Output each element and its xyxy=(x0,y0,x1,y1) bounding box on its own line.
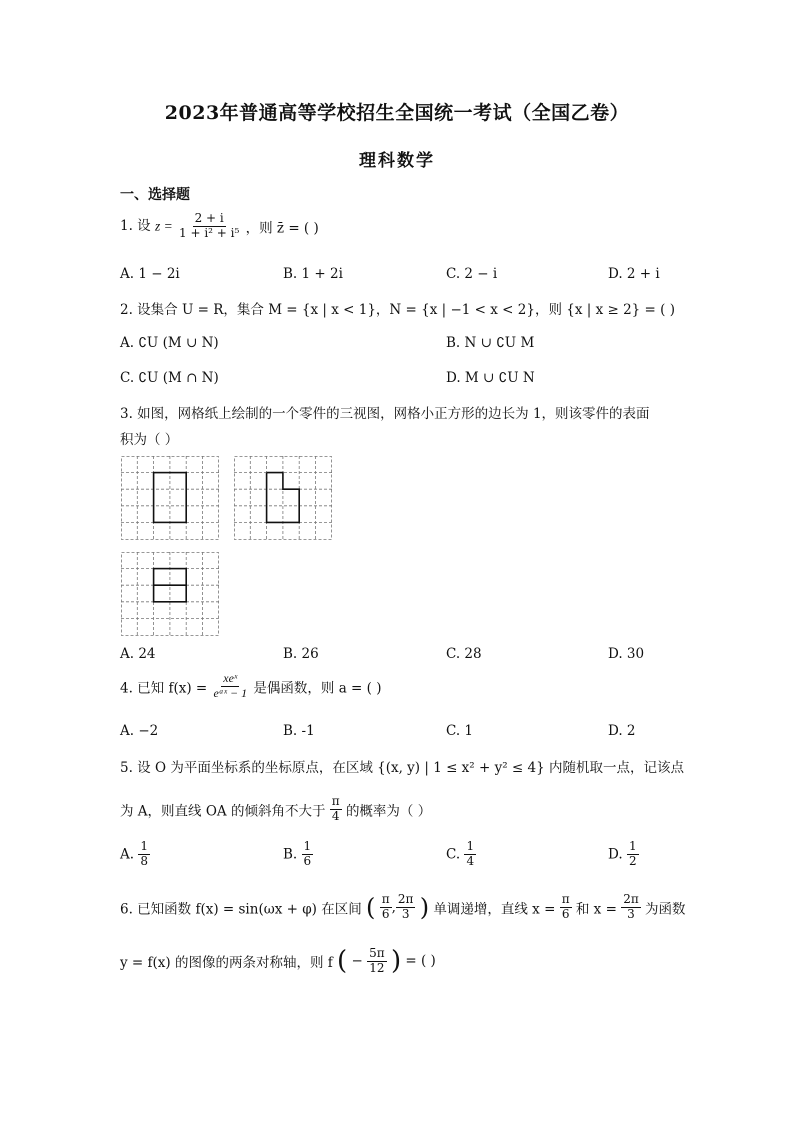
q5-line2-start: 为 A，则直线 OA 的倾斜角不大于 xyxy=(120,803,326,820)
q2-option-c[interactable]: C. ∁U (M ∩ N) xyxy=(120,370,219,386)
q6-interval-right-num: 2π xyxy=(397,892,414,906)
q6-line2-a: y = f(x) 的图像的两条对称轴，则 f xyxy=(120,955,333,971)
q6-line1-a: 6. 已知函数 f(x) = sin(ωx + φ) 在区间 xyxy=(120,901,362,918)
three-view-figure-side xyxy=(234,456,332,540)
exam-title: 2023年普通高等学校招生全国统一考试（全国乙卷） xyxy=(164,102,630,124)
q6-arg-minus: − xyxy=(351,953,363,969)
q2-option-b[interactable]: B. N ∪ ∁U M xyxy=(446,335,535,351)
q4-numerator: xeˣ xyxy=(223,671,238,685)
q5-option-b-fraction xyxy=(302,840,314,869)
q4-tail: 是偶函数，则 a = ( ) xyxy=(253,680,382,697)
q5-option-a-label: A. xyxy=(120,846,135,863)
q6-axis-2-den: 3 xyxy=(627,906,635,921)
q5-option-a-fraction xyxy=(138,840,150,869)
q6-axis-1 xyxy=(560,893,572,922)
q4-option-d[interactable]: D. 2 xyxy=(608,723,636,739)
question-1 xyxy=(120,212,319,241)
q5-option-c-label: C. xyxy=(446,846,461,863)
q5-option-c-num: 1 xyxy=(466,839,475,853)
q4-option-c[interactable]: C. 1 xyxy=(446,723,474,739)
q4-prefix: 4. 已知 f(x) = xyxy=(120,680,208,697)
q1-option-a[interactable]: A. 1 − 2i xyxy=(120,266,180,282)
question-6-line-2 xyxy=(120,946,436,976)
q3-option-a[interactable]: A. 24 xyxy=(120,646,156,662)
question-4 xyxy=(120,672,381,701)
q6-interval-left-den: 6 xyxy=(381,906,390,921)
q6-arg-num: 5π xyxy=(369,945,385,960)
q6-arg-close-paren: ) xyxy=(390,946,402,976)
q6-line2-b: = ( ) xyxy=(405,953,436,969)
q6-axis-1-den: 6 xyxy=(561,906,570,921)
question-3-line-2: 积为（ ） xyxy=(120,432,179,448)
q5-frac-denominator: 4 xyxy=(331,808,340,823)
q1-prefix: 1. 设 xyxy=(120,217,151,234)
q3-option-d[interactable]: D. 30 xyxy=(608,646,645,662)
q1-option-b[interactable]: B. 1 + 2i xyxy=(283,266,343,282)
q6-interval-right-den: 3 xyxy=(401,906,410,921)
q5-option-c[interactable] xyxy=(446,840,476,869)
q6-axis-2 xyxy=(621,893,641,922)
q6-line1-d: 为函数 xyxy=(645,901,686,918)
q5-option-d-den: 2 xyxy=(628,853,637,868)
q6-line1-c: 和 x = xyxy=(575,901,617,918)
q1-option-c[interactable]: C. 2 − i xyxy=(446,266,498,282)
exam-subtitle: 理科数学 xyxy=(359,151,435,171)
q6-axis-1-num: π xyxy=(561,892,570,906)
q5-option-d-label: D. xyxy=(608,846,623,863)
question-3-line-1: 3. 如图，网格纸上绘制的一个零件的三视图，网格小正方形的边长为 1，则该零件的表面 xyxy=(120,406,650,422)
q6-arg-open-paren: ( xyxy=(337,946,348,976)
q6-arg-fraction xyxy=(367,947,387,976)
q5-option-b[interactable] xyxy=(283,840,313,869)
q1-tail: ，则 z̄ = ( ) xyxy=(245,220,319,237)
q5-option-d-fraction xyxy=(627,840,639,869)
q5-option-c-fraction xyxy=(464,840,476,869)
question-5-line-1: 5. 设 O 为平面坐标系的坐标原点，在区域 {(x, y) | 1 ≤ x² + y² ≤ 4} 内随机取一点，记该点 xyxy=(120,760,684,776)
q6-line1-b: 单调递增，直线 x = xyxy=(433,901,556,918)
q4-denominator: eᵃˣ − 1 xyxy=(213,685,248,700)
q5-option-d[interactable] xyxy=(608,840,639,869)
q6-interval-open-paren: ( xyxy=(366,893,376,922)
q5-option-c-den: 4 xyxy=(466,853,475,868)
section-heading: 一、选择题 xyxy=(120,187,190,203)
question-2: 2. 设集合 U = R，集合 M = {x | x < 1}，N = {x | −1 < x < 2}，则 {x | x ≥ 2} = ( ) xyxy=(120,302,675,318)
q3-option-b[interactable]: B. 26 xyxy=(283,646,319,662)
q5-line2-end: 的概率为（ ） xyxy=(345,803,432,820)
q6-interval-close-paren: ) xyxy=(419,893,430,922)
q5-option-b-den: 6 xyxy=(303,853,312,868)
q2-option-a[interactable]: A. ∁U (M ∪ N) xyxy=(120,335,219,351)
q5-option-b-num: 1 xyxy=(303,839,312,853)
q3-option-c[interactable]: C. 28 xyxy=(446,646,482,662)
q1-numerator: 2 + i xyxy=(194,211,224,225)
q6-arg-den: 12 xyxy=(369,960,385,975)
q5-frac-numerator: π xyxy=(331,794,340,808)
q1-denominator: 1 + i² + i⁵ xyxy=(179,225,240,240)
q6-interval-left-num: π xyxy=(381,892,390,906)
q6-interval-right xyxy=(396,893,416,922)
q4-fraction xyxy=(212,672,250,701)
q1-option-d[interactable]: D. 2 + i xyxy=(608,266,660,282)
q5-option-b-label: B. xyxy=(283,846,298,863)
q4-option-b[interactable]: B. -1 xyxy=(283,723,315,739)
q1-fraction xyxy=(177,212,241,241)
q5-option-d-num: 1 xyxy=(628,839,637,853)
question-6-line-1 xyxy=(120,893,686,922)
q4-option-a[interactable]: A. −2 xyxy=(120,723,159,739)
q6-interval-comma: , xyxy=(391,899,396,916)
three-view-figure-front xyxy=(121,456,219,540)
q6-interval-left xyxy=(380,893,392,922)
q6-axis-2-num: 2π xyxy=(623,892,639,906)
q5-option-a[interactable] xyxy=(120,840,150,869)
q2-option-d[interactable]: D. M ∪ ∁U N xyxy=(446,370,535,386)
three-view-figure-top xyxy=(121,552,219,636)
q5-pi-over-4 xyxy=(330,795,342,824)
question-5-line-2 xyxy=(120,795,431,824)
q5-option-a-den: 8 xyxy=(140,853,148,868)
q1-z: z = xyxy=(154,218,173,234)
q5-option-a-num: 1 xyxy=(140,839,148,853)
